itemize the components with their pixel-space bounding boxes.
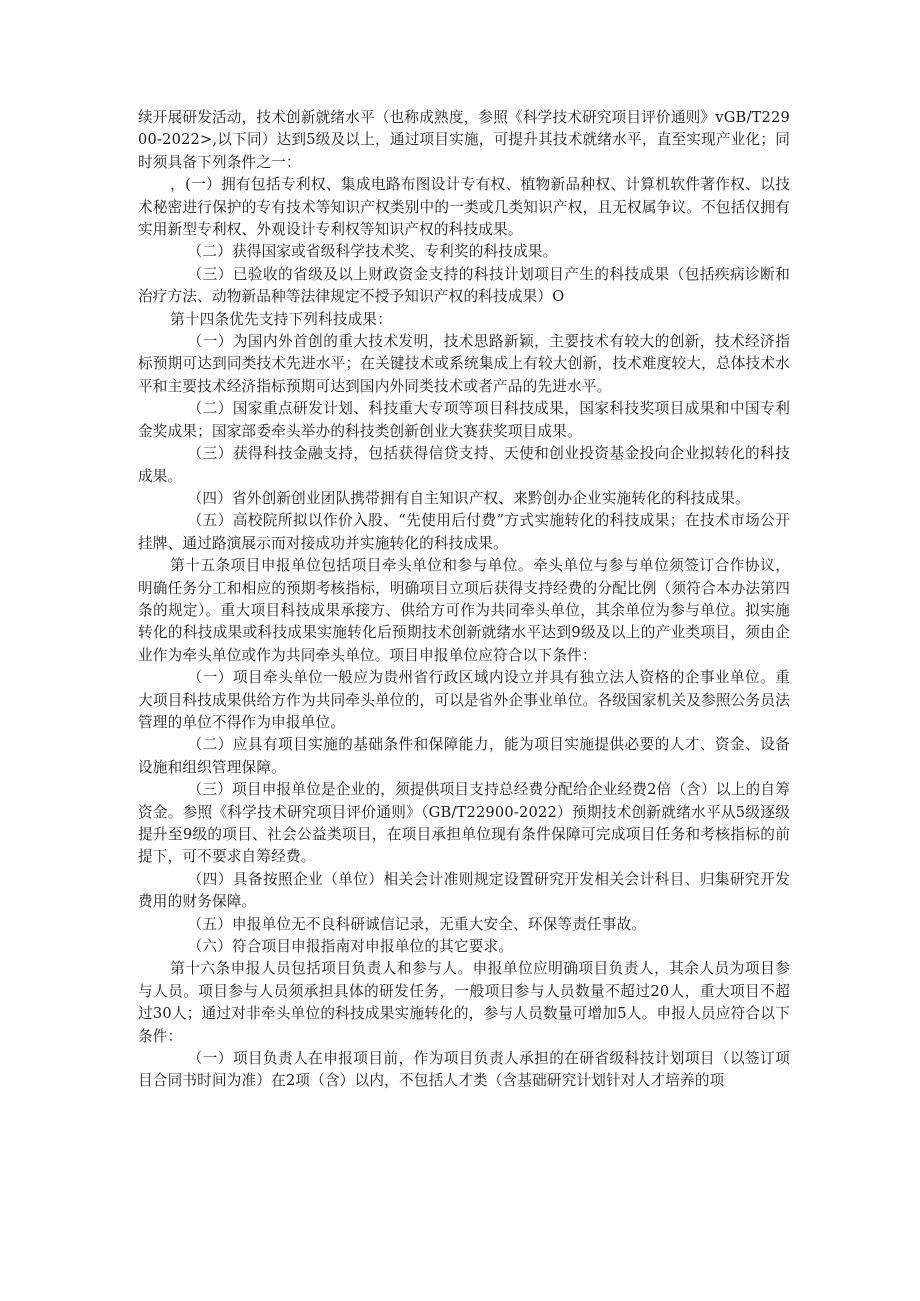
paragraph-17: （六）符合项目申报指南对申报单位的其它要求。 bbox=[187, 938, 514, 956]
paragraph-13: （二）应具有项目实施的基础条件和保障能力，能为项目实施提供必要的人才、资金、设备设施和组织管理保障。 bbox=[138, 736, 790, 776]
document-body bbox=[138, 107, 790, 1093]
paragraph-7: （二）国家重点研发计划、科技重大专项等项目科技成果，国家科技奖项目成果和中国专利金奖成果；国家部委牵头举办的科技类创新创业大赛获奖项目成果。 bbox=[138, 400, 790, 440]
article-15-paragraph: 第十五条项目申报单位包括项目牵头单位和参与单位。牵头单位与参与单位须签订合作协议，明确任务分工和相应的预期考核指标，明确项目立项后获得支持经费的分配比例（须符合本办法第四条的规定）。重大项目科技成果承接方、供给方可作为共同牵头单位，其余单位为参与单位。拟实施转化的科技成果或科技成果实施转化后预期技术创新就绪水平达到9级及以上的产业类项目，须由企业作为牵头单位或作为共同牵头单位。项目申报单位应符合以下条件： bbox=[138, 557, 790, 664]
paragraph-16: （五）申报单位无不良科研诚信记录，无重大安全、环保等责任事故。 bbox=[187, 915, 647, 933]
paragraph-3: （二）获得国家或省级科学技术奖、专利奖的科技成果。 bbox=[187, 243, 558, 261]
paragraph-6: （一）为国内外首创的重大技术发明，技术思路新颖，主要技术有较大的创新，技术经济指标预期可达到同类技术先进水平；在关键技术或系统集成上有较大创新，技术难度较大，总体技术水平和主要技术经济指标预期可达到国内外同类技术或者产品的先进水平。 bbox=[138, 333, 790, 395]
paragraph-19: （一）项目负责人在申报项目前，作为项目负责人承担的在研省级科技计划项目（以签订项目合同书时间为准）在2项（含）以内，不包括人才类（含基础研究计划针对人才培养的项 bbox=[138, 1050, 790, 1090]
article-16-paragraph: 第十六条申报人员包括项目负责人和参与人。申报单位应明确项目负责人，其余人员为项目参与人员。项目参与人员须承担具体的研发任务，一般项目参与人员数量不超过20人，重大项目不超过30人；通过对非牵头单位的科技成果实施转化的，参与人员数量可增加5人。申报人员应符合以下条件： bbox=[138, 960, 790, 1045]
paragraph-9: （四）省外创新创业团队携带拥有自主知识产权、来黔创办企业实施转化的科技成果。 bbox=[187, 489, 750, 507]
paragraph-10: （五）高校院所拟以作价入股、“先使用后付费”方式实施转化的科技成果；在技术市场公开挂牌、通过路演展示而对接成功并实施转化的科技成果。 bbox=[138, 512, 790, 552]
paragraph-1: 续开展研发活动，技术创新就绪水平（也称成熟度，参照《科学技术研究项目评价通则》vGB/T22900-2022>,以下同）达到5级及以上，通过项目实施，可提升其技术就绪水平，直至实现产业化；同时须具备下列条件之一： bbox=[138, 109, 790, 171]
paragraph-12: （一）项目牵头单位一般应为贵州省行政区域内设立并具有独立法人资格的企事业单位。重大项目科技成果供给方作为共同牵头单位的，可以是省外企事业单位。各级国家机关及参照公务员法管理的单位不得作为申报单位。 bbox=[138, 669, 790, 731]
paragraph-14: （三）项目申报单位是企业的，须提供项目支持总经费分配给企业经费2倍（含）以上的自筹资金。参照《科学技术研究项目评价通则》（GB/T22900-2022）预期技术创新就绪水平从5级逐级提升至9级的项目、社会公益类项目，在项目承担单位现有条件保障可完成项目任务和考核指标的前提下，可不要求自筹经费。 bbox=[138, 781, 790, 866]
paragraph-2: ，(一）拥有包括专利权、集成电路布图设计专有权、植物新品种权、计算机软件著作权、以技术秘密进行保护的专有技术等知识产权类别中的一类或几类知识产权，且无权属争议。不包括仅拥有实用新型专利权、外观设计专利权等知识产权的科技成果。 bbox=[138, 176, 790, 239]
paragraph-4: （三）已验收的省级及以上财政资金支持的科技计划项目产生的科技成果（包括疾病诊断和治疗方法、动物新品种等法律规定不授予知识产权的科技成果）O bbox=[138, 265, 790, 306]
article-14-heading: 第十四条优先支持下列科技成果： bbox=[170, 310, 393, 328]
paragraph-15: （四）具备按照企业（单位）相关会计准则规定设置研究开发相关会计科目、归集研究开发费用的财务保障。 bbox=[138, 870, 790, 911]
paragraph-8: （三）获得科技金融支持，包括获得信贷支持、天使和创业投资基金投向企业拟转化的科技成果。 bbox=[138, 445, 790, 485]
